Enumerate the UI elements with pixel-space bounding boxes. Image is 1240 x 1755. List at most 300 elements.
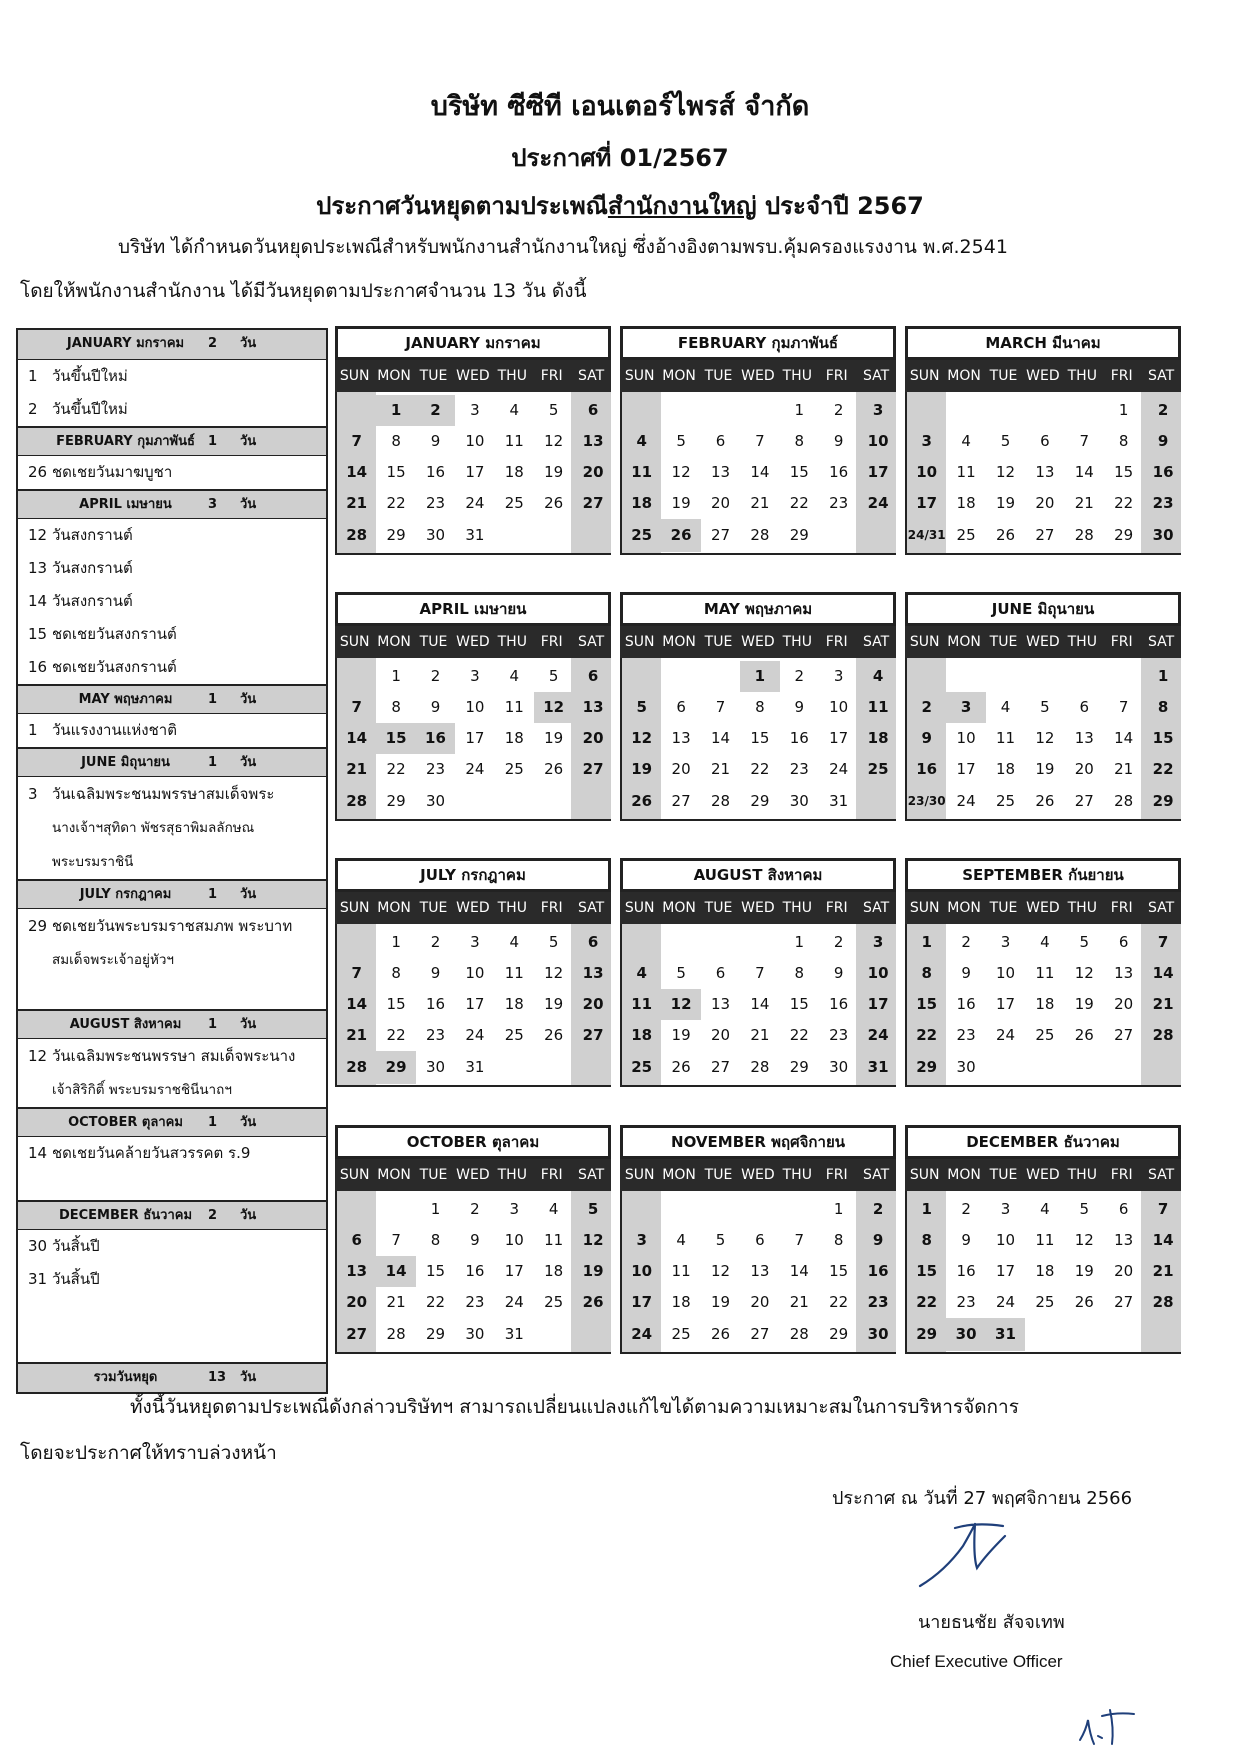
day-cell: 28 [710,792,731,810]
day-cell: 17 [995,995,1016,1013]
day-cell: 20 [1114,1262,1134,1280]
day-cell: 23 [465,1293,485,1311]
holiday-item [18,909,326,943]
weekday-label: WED [741,368,775,384]
weekday-label: SUN [909,900,940,916]
signature [915,1516,1025,1596]
day-cell: 14 [1152,1231,1174,1249]
holiday-list [16,328,328,1394]
day-cell: 29 [386,792,406,810]
weekday-label: SUN [624,1167,655,1183]
month-calendar [335,858,611,1087]
day-cell: 25 [867,760,889,778]
day-cell: 5 [1040,698,1050,716]
day-cell: 26 [670,526,692,544]
day-cell: 17 [995,1262,1016,1280]
day-cell: 13 [671,729,691,747]
day-cell: 26 [1035,792,1055,810]
day-cell: 6 [351,1231,362,1249]
day-cell: 11 [544,1231,564,1249]
day-cell: 16 [916,760,938,778]
day-cell: 16 [829,995,849,1013]
day-cell: 3 [470,401,480,419]
day-cell: 22 [789,1026,809,1044]
day-cell: 5 [587,1200,599,1218]
day-cell: 21 [1152,995,1174,1013]
day-cell: 16 [789,729,809,747]
day-cell: 3 [509,1200,520,1218]
day-cell: 11 [956,463,976,481]
day-cell: 13 [346,1262,368,1280]
day-cell: 1 [391,933,401,951]
day-cell: 8 [391,964,401,982]
holiday-item [18,651,326,684]
day-cell: 19 [544,729,564,747]
holiday-day: 15 [28,625,48,643]
holiday-day: 16 [28,658,48,676]
month-title: FEBRUARY กุมภาพันธ์ [620,326,896,360]
weekday-label: TUE [419,900,448,916]
holiday-day: 26 [28,463,48,481]
day-cell: 6 [1118,933,1129,951]
day-cell: 7 [391,1231,401,1249]
weekday-label: SAT [577,1167,605,1183]
day-cell: 27 [1035,526,1055,544]
day-cell: 12 [1074,1231,1094,1249]
day-cell: 19 [671,1026,691,1044]
month-calendar [620,858,896,1087]
day-cell: 26 [671,1058,691,1076]
weekday-label: WED [741,900,775,916]
day-cell: 1 [833,1200,844,1218]
weekday-label: SAT [1147,634,1175,650]
weekday-label: SAT [862,900,890,916]
holiday-item [18,360,326,393]
day-cell: 2 [961,1200,971,1218]
day-cell: 2 [833,933,844,951]
holiday-month-unit: วัน [240,1208,257,1223]
holiday-name: วันเฉลิมพระชนมพรรษาสมเด็จพระ [52,785,275,803]
month-days [905,392,1181,555]
day-cell: 11 [631,463,653,481]
day-cell: 8 [794,964,805,982]
day-cell: 27 [671,792,691,810]
holiday-month-header [18,1107,326,1137]
holiday-item [18,585,326,618]
holiday-item [18,552,326,585]
weekday-label: SUN [624,634,655,650]
holiday-item [18,943,326,977]
day-cell: 6 [715,964,726,982]
holiday-name: ชดเชยวันสงกรานต์ [52,658,177,676]
weekday-header [905,1159,1181,1191]
month-calendar [620,592,896,821]
day-cell: 24 [631,1325,653,1343]
day-cell: 22 [829,1293,849,1311]
holiday-month-header [18,1009,326,1039]
day-cell: 16 [867,1262,889,1280]
day-cell: 6 [587,667,599,685]
holiday-total-row [18,1362,326,1392]
intro-line-2: โดยให้พนักงานสำนักงาน ได้มีวันหยุดตามประกาศจำนวน 13 วัน ดังนี้ [20,280,587,302]
day-cell: 27 [582,1026,604,1044]
holiday-total-unit: วัน [240,1370,257,1385]
weekday-label: SAT [577,634,605,650]
day-cell: 18 [544,1262,564,1280]
intro-line-1: บริษัท ได้กำหนดวันหยุดประเพณีสำหรับพนักงานสำนักงานใหญ่ ซึ่งอ้างอิงตามพรบ.คุ้มครองแรงงาน พ.ศ.2541 [118,236,1008,258]
day-cell: 15 [386,995,406,1013]
day-cell: 13 [750,1262,770,1280]
day-cell: 28 [346,792,368,810]
holiday-day: 12 [28,1047,48,1065]
day-cell: 21 [386,1293,406,1311]
day-cell: 18 [1035,1262,1055,1280]
day-cell: 29 [750,792,770,810]
day-cell: 24 [829,760,849,778]
day-cell: 24/31 [907,528,946,542]
month-days [620,1191,896,1354]
day-cell: 8 [833,1231,844,1249]
weekday-label: WED [1026,634,1060,650]
weekday-header [620,360,896,392]
month-title: MAY พฤษภาคม [620,592,896,626]
day-cell: 26 [544,760,564,778]
holiday-item [18,845,326,879]
weekday-label: MON [377,634,411,650]
weekday-label: SAT [1147,1167,1175,1183]
day-cell: 25 [504,760,524,778]
holiday-day: 13 [28,559,48,577]
day-cell: 20 [671,760,691,778]
day-cell: 6 [715,432,726,450]
footer-line-2: โดยจะประกาศให้ทราบล่วงหน้า [20,1442,277,1464]
day-cell: 13 [710,463,731,481]
day-cell: 31 [504,1325,524,1343]
month-title: JUNE มิถุนายน [905,592,1181,626]
weekday-header [335,1159,611,1191]
month-calendar [620,1125,896,1354]
day-cell: 13 [582,698,604,716]
day-cell: 13 [1114,964,1134,982]
weekday-label: FRI [825,1167,848,1183]
day-cell: 27 [1114,1026,1134,1044]
day-cell: 4 [676,1231,686,1249]
day-cell: 23 [829,494,849,512]
day-cell: 14 [1114,729,1134,747]
day-cell: 23 [1152,494,1174,512]
day-cell: 26 [1074,1293,1094,1311]
day-cell: 9 [430,964,441,982]
holiday-item [18,618,326,651]
day-cell: 13 [582,964,604,982]
holiday-day: 2 [28,400,38,418]
weekday-header [620,892,896,924]
weekday-label: TUE [704,634,733,650]
day-cell: 5 [1079,933,1090,951]
day-cell: 15 [789,463,809,481]
weekday-label: SUN [339,368,370,384]
day-cell: 20 [710,494,731,512]
day-cell: 31 [465,1058,485,1076]
month-days [905,1191,1181,1354]
weekday-label: THU [782,900,812,916]
holiday-month-header [18,426,326,456]
weekday-label: TUE [704,368,733,384]
day-cell: 28 [1152,1026,1174,1044]
month-days [905,924,1181,1087]
day-cell: 2 [872,1200,884,1218]
day-cell: 17 [465,995,485,1013]
weekday-label: TUE [419,634,448,650]
day-cell: 12 [631,729,653,747]
day-cell: 9 [961,964,971,982]
holiday-day: 31 [28,1270,48,1288]
day-cell: 24 [956,792,976,810]
day-cell: 16 [425,463,446,481]
day-cell: 3 [872,933,884,951]
day-cell: 8 [391,698,401,716]
day-cell: 9 [833,964,844,982]
day-cell: 30 [829,1058,849,1076]
day-cell: 27 [346,1325,368,1343]
day-cell: 28 [1114,792,1134,810]
holiday-name: วันสงกรานต์ [52,592,133,610]
day-cell: 19 [995,494,1016,512]
day-cell: 11 [671,1262,691,1280]
day-cell: 16 [829,463,849,481]
holiday-day: 12 [28,526,48,544]
day-cell: 11 [631,995,653,1013]
day-cell: 1 [794,933,805,951]
day-cell: 5 [548,401,559,419]
month-title: JANUARY มกราคม [335,326,611,360]
day-cell: 17 [829,729,849,747]
day-cell: 26 [582,1293,604,1311]
day-cell: 14 [1074,463,1094,481]
month-title: DECEMBER ธันวาคม [905,1125,1181,1159]
holiday-name: วันขึ้นปีใหม่ [52,367,128,385]
day-cell: 23 [789,760,809,778]
holiday-name: วันสงกรานต์ [52,526,133,544]
day-cell: 26 [544,1026,564,1044]
month-title: OCTOBER ตุลาคม [335,1125,611,1159]
day-cell: 19 [544,463,564,481]
day-cell: 4 [1000,698,1011,716]
day-cell: 21 [1152,1262,1174,1280]
weekday-label: SUN [624,900,655,916]
day-cell: 11 [504,964,524,982]
day-cell: 9 [1157,432,1169,450]
day-cell: 5 [676,432,686,450]
weekday-label: THU [1067,900,1097,916]
weekday-label: WED [741,634,775,650]
weekday-label: TUE [989,900,1018,916]
holiday-item [18,1073,326,1107]
day-cell: 22 [1114,494,1134,512]
day-cell: 18 [504,995,524,1013]
day-cell: 2 [430,667,441,685]
day-cell: 31 [995,1325,1016,1343]
holiday-total-count: 13 [208,1370,227,1385]
holiday-name: นางเจ้าฯสุทิดา พัชรสุธาพิมลลักษณ [52,820,255,836]
holiday-item [18,811,326,845]
holiday-month-header [18,879,326,909]
day-cell: 30 [1152,526,1174,544]
holiday-item [18,777,326,811]
month-calendar [905,326,1181,555]
day-cell: 6 [755,1231,765,1249]
weekday-label: THU [782,368,812,384]
day-cell: 2 [794,667,805,685]
day-cell: 23 [956,1293,976,1311]
day-cell: 25 [1035,1293,1055,1311]
day-cell: 18 [504,463,524,481]
day-cell: 19 [544,995,564,1013]
weekday-label: SAT [577,368,605,384]
weekday-label: SAT [862,1167,890,1183]
weekday-label: SUN [909,634,940,650]
day-cell: 23 [867,1293,889,1311]
month-days [335,1191,611,1354]
day-cell: 12 [671,463,691,481]
holiday-day: 3 [28,785,38,803]
month-calendar [335,326,611,555]
month-calendar [335,1125,611,1354]
day-cell: 24 [867,494,889,512]
holiday-day: 1 [28,367,38,385]
day-cell: 7 [351,698,362,716]
day-cell: 15 [750,729,770,747]
holiday-name: วันแรงงานแห่งชาติ [52,721,177,739]
weekday-label: SAT [1147,900,1175,916]
day-cell: 11 [504,432,524,450]
day-cell: 10 [916,463,938,481]
day-cell: 23/30 [907,794,946,808]
holiday-name: เจ้าสิริกิติ์ พระบรมราชชินีนาถฯ [52,1082,232,1098]
day-cell: 3 [1000,933,1011,951]
month-days [335,658,611,821]
day-cell: 3 [833,667,844,685]
holiday-name: ชดเชยวันพระบรมราชสมภพ พระบาท [52,917,293,935]
holiday-item [18,519,326,552]
weekday-label: SAT [862,368,890,384]
holiday-item [18,1263,326,1296]
day-cell: 22 [386,494,406,512]
day-cell: 29 [386,526,406,544]
month-days [335,392,611,555]
day-cell: 17 [465,463,485,481]
day-cell: 25 [631,1058,653,1076]
holiday-month-name: FEBRUARY กุมภาพันธ์ [56,434,195,449]
day-cell: 22 [425,1293,446,1311]
weekday-label: WED [456,368,490,384]
subtitle-part-a: ประกาศวันหยุดตามประเพณี [316,192,608,220]
day-cell: 12 [1035,729,1055,747]
holiday-name: พระบรมราชินี [52,854,134,870]
day-cell: 18 [956,494,976,512]
day-cell: 19 [1074,1262,1094,1280]
day-cell: 22 [789,494,809,512]
day-cell: 27 [1074,792,1094,810]
holiday-month-count: 2 [208,336,218,351]
weekday-label: MON [947,1167,981,1183]
day-cell: 30 [867,1325,889,1343]
day-cell: 6 [587,401,599,419]
day-cell: 25 [631,526,653,544]
day-cell: 11 [867,698,889,716]
holiday-month-header [18,489,326,519]
day-cell: 17 [867,463,889,481]
day-cell: 4 [636,432,647,450]
weekday-header [905,360,1181,392]
holiday-name: วันเฉลิมพระชนพรรษา สมเด็จพระนาง [52,1047,296,1065]
day-cell: 7 [1079,432,1090,450]
day-cell: 18 [995,760,1016,778]
month-calendar [905,1125,1181,1354]
day-cell: 1 [921,933,932,951]
announcement-number: ประกาศที่ 01/2567 [511,144,729,172]
day-cell: 26 [710,1325,731,1343]
weekday-label: SUN [339,900,370,916]
holiday-month-name: APRIL เมษายน [79,497,172,512]
weekday-label: SUN [339,1167,370,1183]
day-cell: 8 [921,1231,932,1249]
day-cell: 4 [548,1200,559,1218]
day-cell: 4 [1040,1200,1050,1218]
day-cell: 17 [631,1293,653,1311]
day-cell: 1 [430,1200,441,1218]
day-cell: 27 [750,1325,770,1343]
day-cell: 2 [430,401,441,419]
day-cell: 25 [671,1325,691,1343]
day-cell: 13 [1035,463,1055,481]
day-cell: 7 [351,964,362,982]
holiday-month-unit: วัน [240,434,257,449]
day-cell: 17 [504,1262,524,1280]
holiday-name: วันสิ้นปี [52,1270,100,1288]
day-cell: 16 [956,995,976,1013]
day-cell: 27 [582,760,604,778]
month-days [620,392,896,555]
holiday-month-name: JUNE มิถุนายน [81,755,170,770]
day-cell: 16 [1152,463,1174,481]
day-cell: 11 [504,698,524,716]
day-cell: 30 [955,1325,977,1343]
day-cell: 13 [582,432,604,450]
day-cell: 18 [504,729,524,747]
day-cell: 5 [548,933,559,951]
day-cell: 8 [794,432,805,450]
month-calendar [620,326,896,555]
day-cell: 25 [544,1293,564,1311]
holiday-month-unit: วัน [240,692,257,707]
month-title: NOVEMBER พฤศจิกายน [620,1125,896,1159]
day-cell: 20 [582,729,604,747]
weekday-header [620,1159,896,1191]
day-cell: 7 [715,698,726,716]
weekday-label: SUN [909,1167,940,1183]
weekday-label: TUE [989,634,1018,650]
weekday-label: WED [741,1167,775,1183]
weekday-label: THU [1067,634,1097,650]
holiday-name: วันสงกรานต์ [52,559,133,577]
day-cell: 29 [1152,792,1174,810]
day-cell: 8 [755,698,765,716]
day-cell: 23 [956,1026,976,1044]
weekday-label: MON [947,634,981,650]
day-cell: 2 [1157,401,1169,419]
day-cell: 9 [794,698,805,716]
